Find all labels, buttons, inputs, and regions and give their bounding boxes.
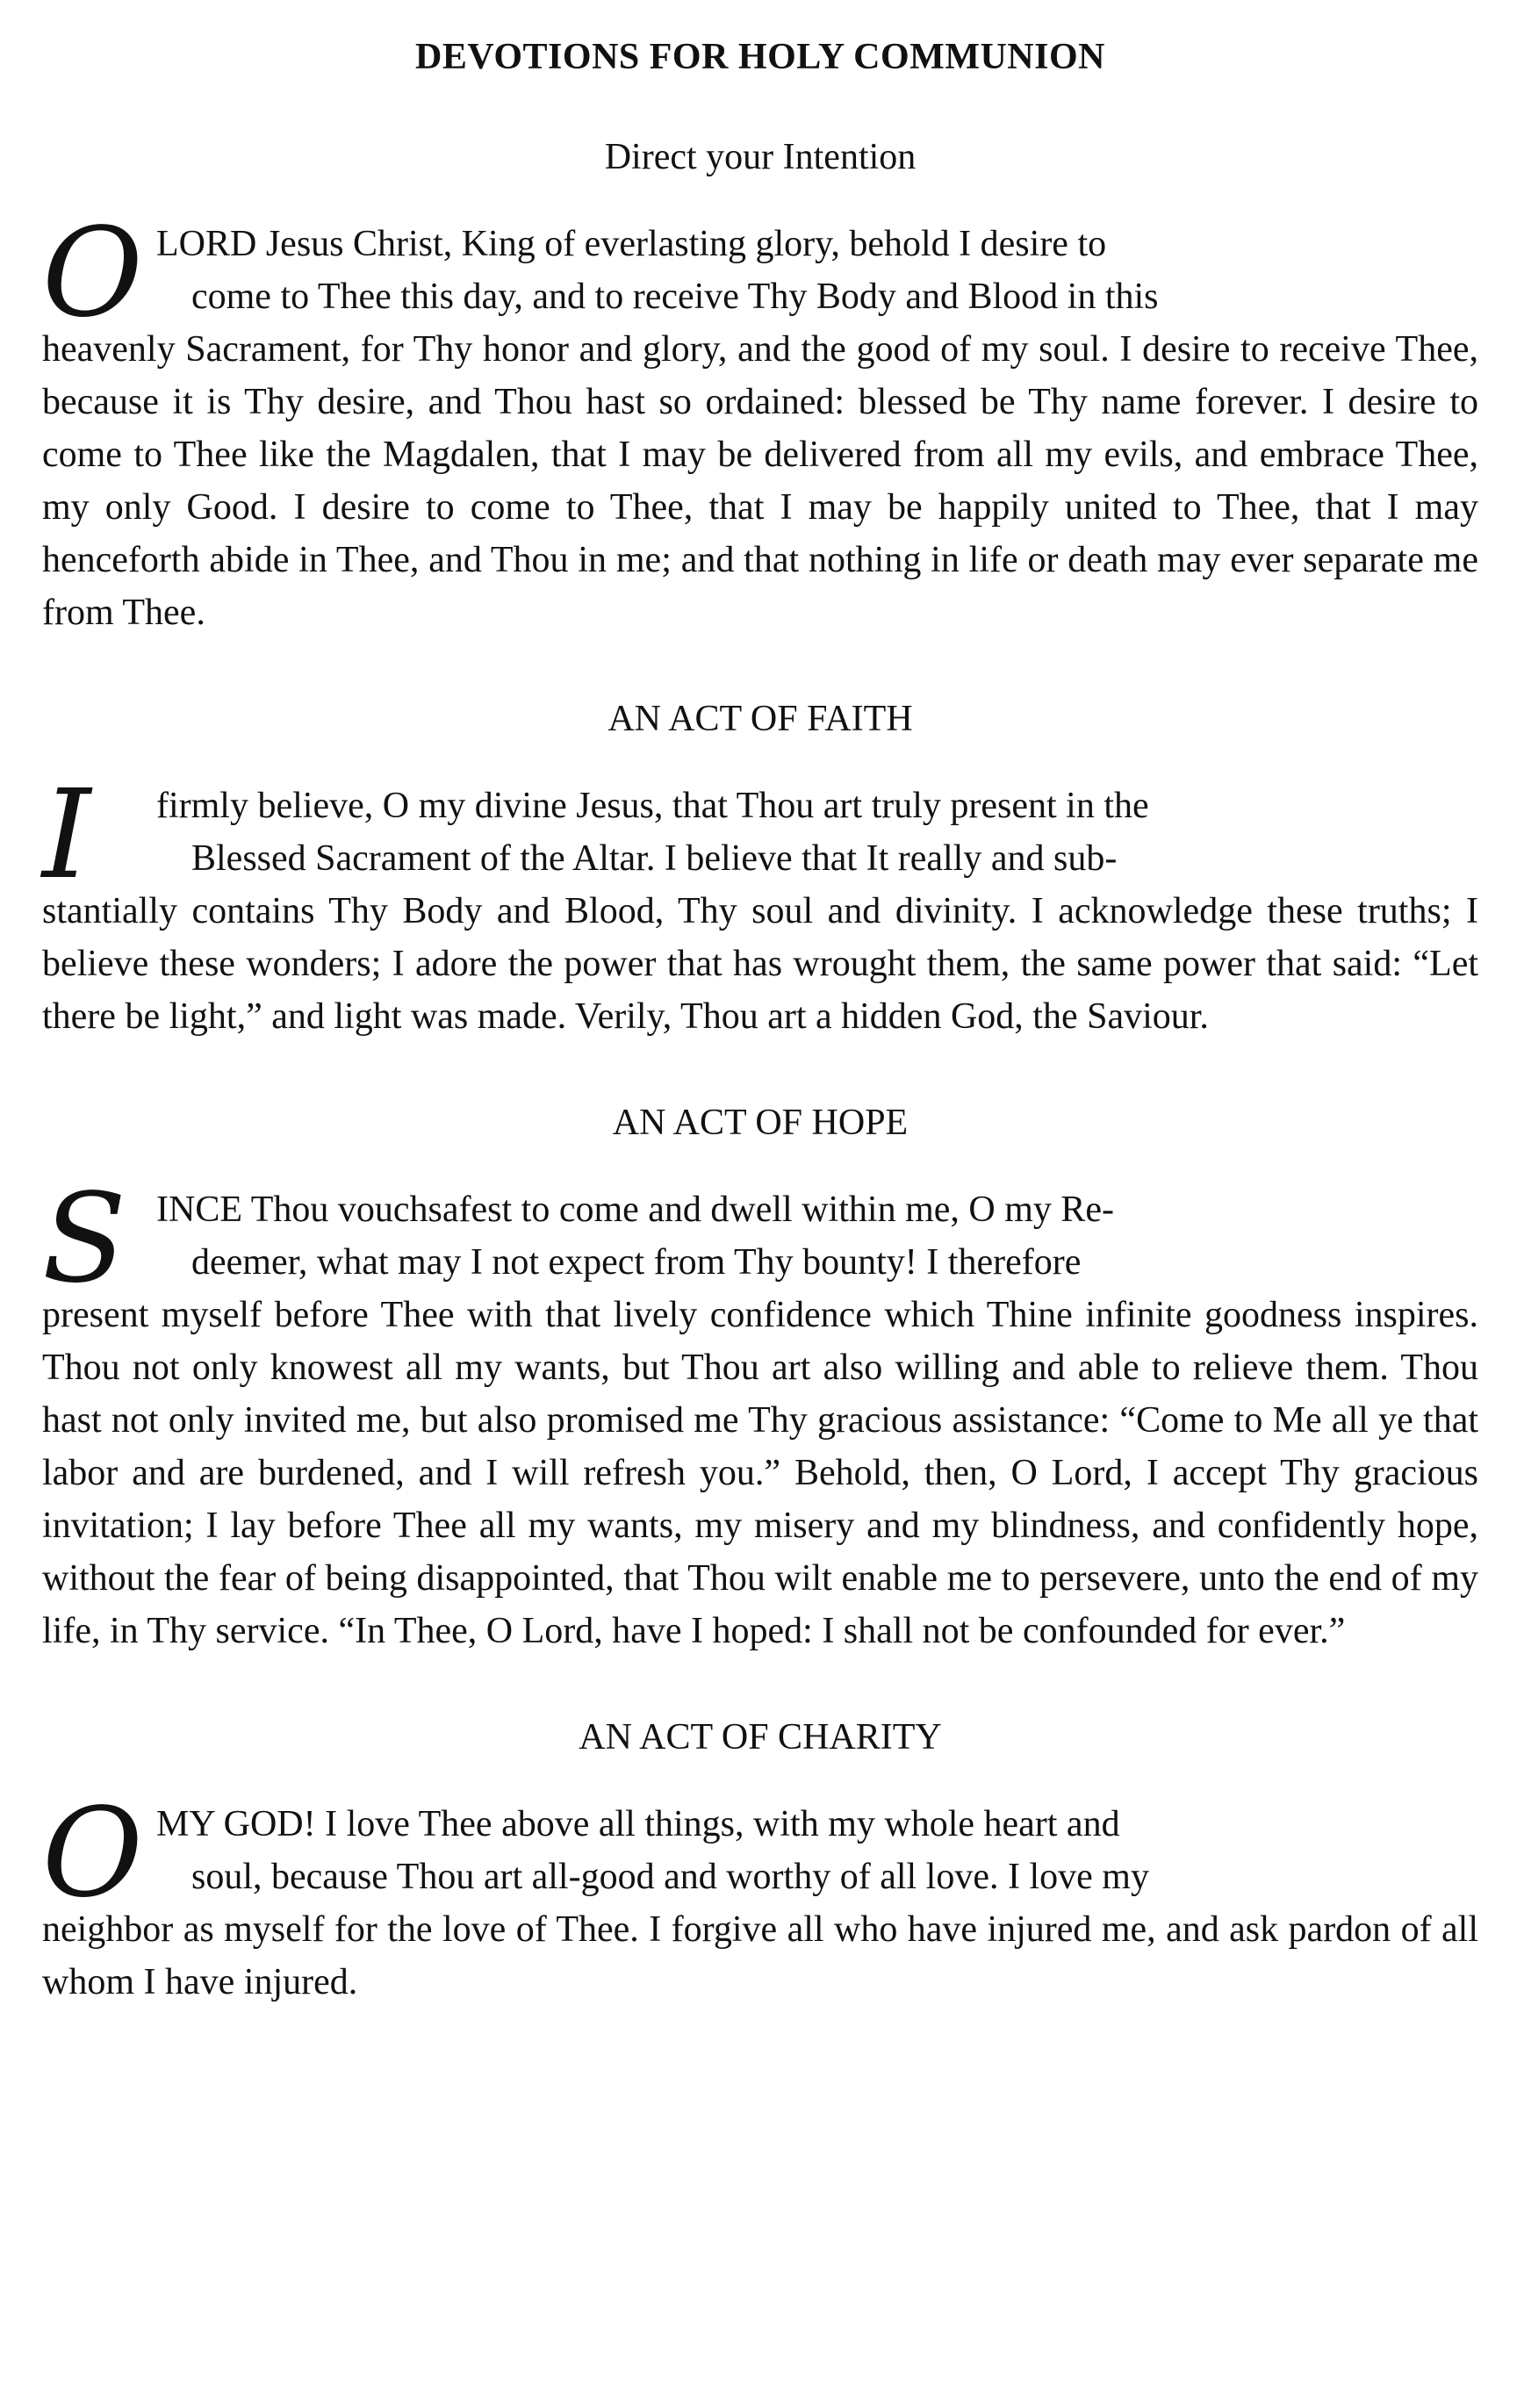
paragraph-line: firmly believe, O my divine Jesus, that Thou art truly present in the xyxy=(156,786,1149,826)
paragraph-line: deemer, what may I not expect from Thy bounty! I therefore xyxy=(191,1242,1082,1283)
paragraph-line: LORD Jesus Christ, King of everlasting glory, behold I desire to xyxy=(156,224,1107,264)
faith-paragraph xyxy=(42,764,1478,1043)
page xyxy=(42,26,1478,2009)
drop-cap: O xyxy=(42,1782,143,1925)
page-title: DEVOTIONS FOR HOLY COMMUNION xyxy=(415,37,1105,77)
hope-paragraph xyxy=(42,1168,1478,1657)
section-heading-hope: AN ACT OF HOPE xyxy=(612,1103,909,1143)
paragraph-line: MY GOD! I love Thee above all things, with my whole heart and xyxy=(156,1804,1120,1844)
subtitle: Direct your Intention xyxy=(604,137,917,177)
paragraph-line: soul, because Thou art all-good and worthy of all love. I love my xyxy=(191,1857,1149,1897)
section-heading-faith: AN ACT OF FAITH xyxy=(607,699,913,739)
paragraph-text: present myself before Thee with that lively confidence which Thine infinite goodness inspires. Thou not only knowest all my wants, but Thou art also willing and able to relieve them. Thou hast not only invited me, but also promised me Thy gracious assistance: “Come to Me all ye that labor and are burdened, and I will refresh you.” Behold, then, O Lord, I accept Thy gracious invitation; I lay before Thee all my wants, my misery and my blindness, and confidently hope, without the fear of being disappointed, that Thou wilt enable me to persevere, unto the end of my life, in Thy service. “In Thee, O Lord, have I hoped: I shall not be confounded for ever.” xyxy=(42,1295,1478,1651)
paragraph-line: Blessed Sacrament of the Altar. I believe that It really and sub- xyxy=(191,838,1118,879)
paragraph-text: heavenly Sacrament, for Thy honor and glory, and the good of my soul. I desire to receive Thee, because it is Thy desire, and Thou hast so ordained: blessed be Thy name forever. I desire to come to Thee like the Magdalen, that I may be delivered from all my evils, and embrace Thee, my only Good. I desire to come to Thee, that I may be happily united to Thee, that I may henceforth abide in Thee, and Thou in me; and that nothing in life or death may ever separate me from Thee. xyxy=(42,329,1478,633)
paragraph-line: INCE Thou vouchsafest to come and dwell within me, O my Re- xyxy=(156,1190,1115,1230)
paragraph-text: stantially contains Thy Body and Blood, Thy soul and divinity. I acknowledge these truths; I believe these wonders; I adore the power that has wrought them, the same power that said: “Let there be light,” and light was made. Verily, Thou art a hidden God, the Saviour. xyxy=(42,891,1478,1037)
drop-cap: S xyxy=(42,1168,126,1311)
paragraph-line: come to Thee this day, and to receive Thy Body and Blood in this xyxy=(191,277,1159,317)
charity-paragraph xyxy=(42,1782,1478,2009)
drop-cap: I xyxy=(42,764,91,907)
paragraph-text: neighbor as myself for the love of Thee. I forgive all who have injured me, and ask pardon of all whom I have injured. xyxy=(42,1909,1478,2002)
section-heading-charity: AN ACT OF CHARITY xyxy=(579,1717,942,1757)
drop-cap: O xyxy=(42,202,143,345)
intention-paragraph xyxy=(42,202,1478,639)
